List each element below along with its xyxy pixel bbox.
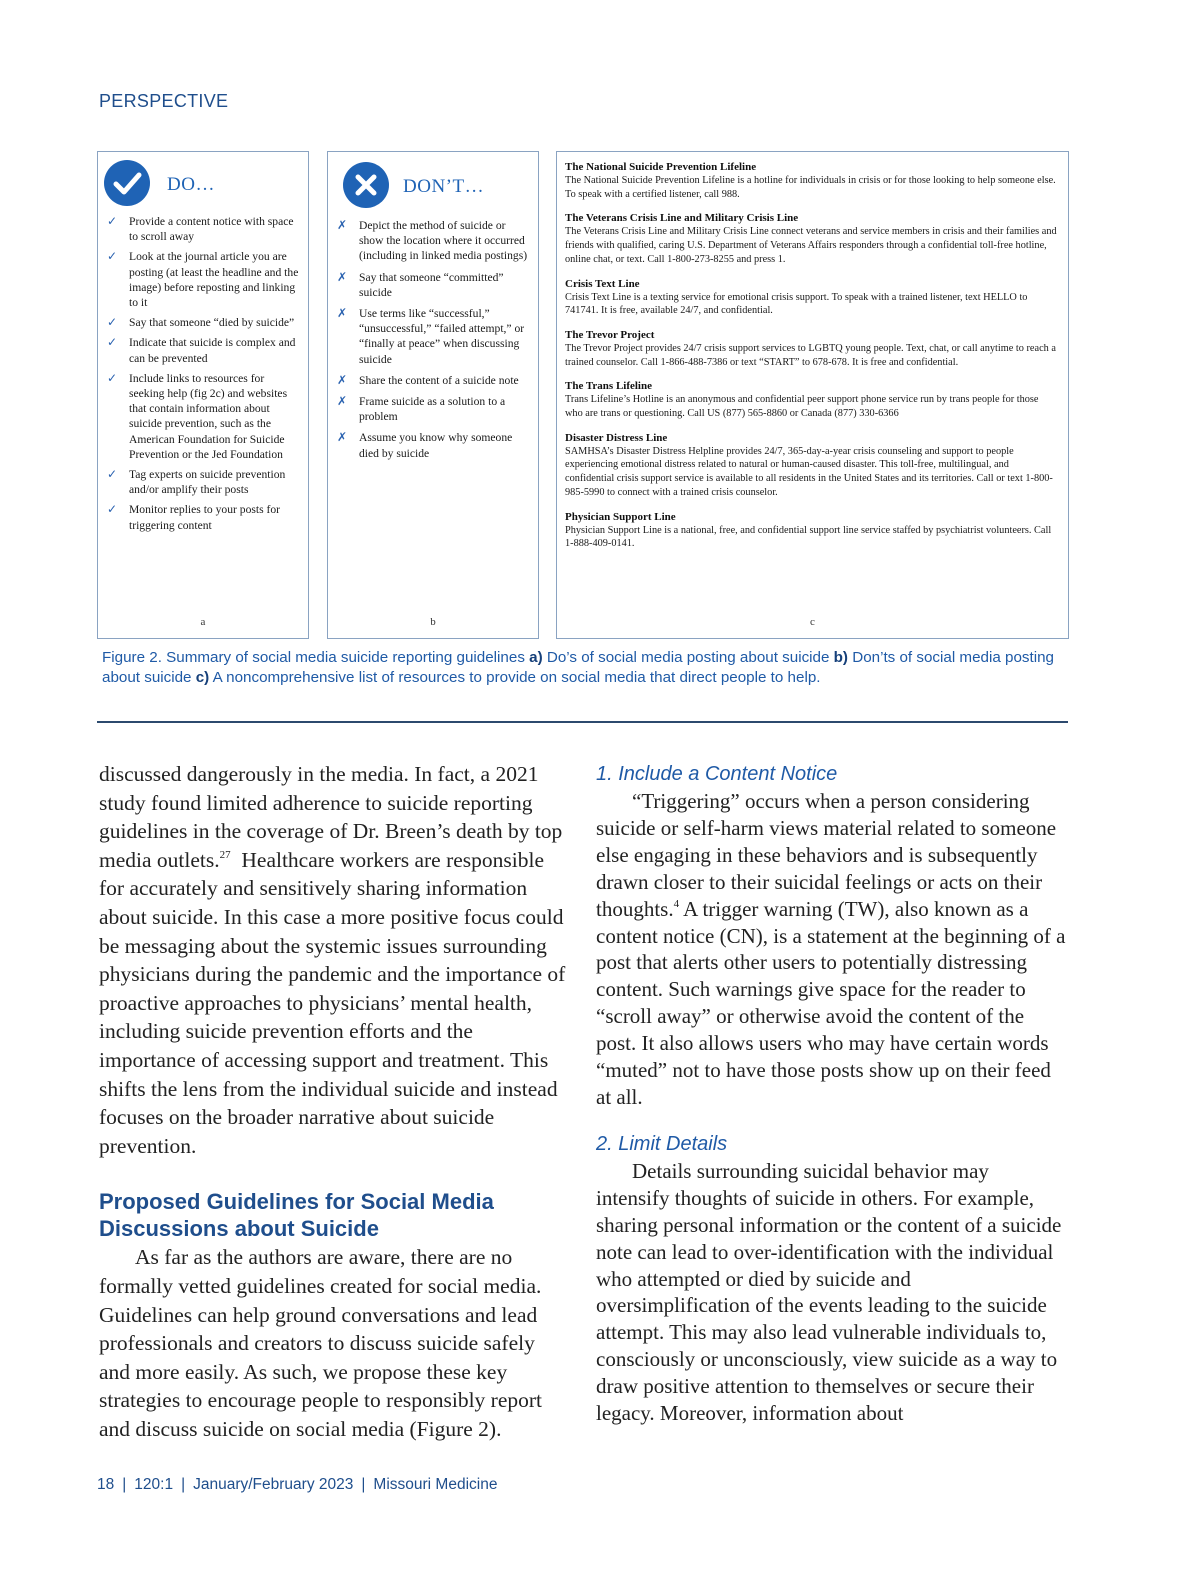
resource-description: Crisis Text Line is a texting service for emotional crisis support. To speak with a trained listener, text HELLO to 741741. It is free, available 24/7, and confidential. [565, 291, 1028, 317]
resource-name: Crisis Text Line [565, 277, 640, 290]
citation-ref: 27 [219, 848, 231, 861]
resource-description: SAMHSA’s Disaster Distress Helpline provides 24/7, 365-day-a-year crisis counseling and support to people experiencing emotional distress related to natural or human-caused disaster. This toll-free, multilingual, and confidential crisis support service is available to all residents in the United States and its territories. Call or text 1-800-985-5990 to connect with a trained crisis counselor. [565, 445, 1053, 498]
subsection-heading: 2. Limit Details [596, 1132, 728, 1155]
list-item [336, 373, 532, 388]
list-item [106, 249, 302, 310]
list-item-text: Depict the method of suicide or show the location where it occurred (including in linked media postings) [359, 219, 528, 263]
list-item-text: Monitor replies to your posts for triggering content [129, 503, 281, 532]
list-item-text: Say that someone “committed” suicide [359, 270, 504, 299]
panel-letter: c [810, 616, 815, 628]
x-icon: ✗ [337, 269, 348, 284]
left-column [99, 760, 569, 1443]
list-item-text: Tag experts on suicide prevention and/or amplify their posts [129, 468, 286, 497]
list-item [336, 218, 532, 264]
check-icon: ✓ [107, 335, 118, 350]
list-item-text: Share the content of a suicide note [359, 373, 519, 387]
list-item [106, 335, 302, 365]
paragraph: As far as the authors are aware, there are no formally vetted guidelines created for social media. Guidelines can help ground conversations and lead professionals and creators to discuss suicide safely and more easily. As such, we propose these key strategies to encourage people to responsibly report and discuss suicide on social media (Figure 2). [99, 1245, 542, 1441]
list-item [336, 306, 532, 367]
panel-title: DO… [167, 174, 215, 195]
check-icon: ✓ [107, 315, 118, 330]
caption-text-b: Don’ts of social media posting about suicide [102, 649, 1054, 686]
list-item [106, 371, 302, 462]
panel-title: DON’T… [403, 176, 485, 197]
caption-label-c: c) [195, 668, 210, 686]
check-icon: ✓ [107, 370, 118, 385]
list-item [336, 430, 532, 460]
list-item-text: Include links to resources for seeking help (fig 2c) and websites that contain information about suicide prevention, such as the American Foundation for Suicide Prevention or the Jed Foundation [129, 371, 288, 461]
resource-entry [565, 328, 1057, 369]
figure-panel-dont [327, 151, 539, 639]
panel-header [334, 160, 530, 208]
list-item-text: Frame suicide as a solution to a problem [359, 395, 506, 424]
list-item [336, 270, 532, 300]
paragraph [99, 760, 569, 1160]
x-icon: ✗ [337, 372, 348, 387]
caption-text-c: A noncomprehensive list of resources to provide on social media that direct people to help. [209, 668, 821, 686]
page-footer [97, 1476, 497, 1494]
check-icon: ✓ [107, 502, 118, 517]
caption-label-b: b) [833, 649, 848, 666]
x-icon: ✗ [337, 430, 348, 445]
x-icon: ✗ [337, 306, 348, 321]
x-icon: ✗ [337, 394, 348, 409]
resource-description: Physician Support Line is a national, free, and confidential support line service staffed by psychiatrist volunteers. Call 1-888-409-0141. [565, 524, 1052, 550]
citation-ref: 4 [673, 897, 680, 910]
divider [97, 721, 1068, 723]
section-label: PERSPECTIVE [99, 91, 229, 111]
resource-description: The Veterans Crisis Line and Military Crisis Line connect veterans and service members in crisis and their families and friends with qualified, caring U.S. Department of Veterans Affairs responders through a confidential toll-free hotline, online chat, or text. Call 1-800-273-8255 and press 1. [565, 226, 1057, 265]
check-circle-icon [104, 160, 150, 206]
list-item [106, 467, 302, 497]
footer-separator: | [361, 1476, 366, 1493]
text-run: Healthcare workers are responsible for accurately and sensitively sharing information about suicide. In this case a more positive focus could be messaging about the systemic issues surrounding physicians during the pandemic and the importance of proactive approaches to physicians’ mental health, including suicide prevention efforts and the importance of accessing support and treatment. This shifts the lens from the individual suicide and instead focuses on the broader narrative about suicide prevention. [99, 847, 571, 1158]
resource-name: The Veterans Crisis Line and Military Crisis Line [565, 212, 799, 225]
x-icon: ✗ [337, 218, 348, 232]
page-number: 18 [97, 1476, 115, 1493]
dont-list [336, 218, 532, 467]
text-run: discussed dangerously in the media. In fact, a 2021 study found limited adherence to suicide reporting guidelines in the coverage of Dr. Breen’s death by top media outlets. [99, 762, 563, 872]
subsection-heading: 1. Include a Content Notice [596, 763, 838, 785]
do-list [106, 214, 302, 538]
panel-letter: a [200, 616, 206, 628]
figure-panel-do [97, 151, 309, 639]
list-item-text: Assume you know why someone died by suicide [359, 431, 513, 460]
section-heading: Proposed Guidelines for Social Media Discussions about Suicide [99, 1189, 494, 1242]
resource-description: Trans Lifeline’s Hotline is an anonymous and confidential peer support phone service run by trans people for those who are trans or questioning. Call US (877) 565-8860 or Canada (877) 330-6366 [565, 394, 1039, 420]
footer-separator: | [181, 1476, 186, 1493]
caption-lead: Figure 2. Summary of social media suicide reporting guidelines [102, 649, 530, 666]
right-column [596, 761, 1066, 1427]
list-item-text: Look at the journal article you are posting (at least the headline and the image) before reposting and linking to it [129, 250, 299, 310]
list-item [106, 214, 302, 244]
list-item [336, 394, 532, 424]
resource-name: The Trevor Project [565, 328, 655, 341]
check-icon: ✓ [107, 467, 118, 482]
list-item [106, 502, 302, 532]
resource-name: The National Suicide Prevention Lifeline [565, 161, 757, 173]
resource-entry [565, 510, 1057, 551]
caption-text-a: Do’s of social media posting about suicide [542, 649, 834, 666]
list-item-text: Provide a content notice with space to scroll away [129, 215, 294, 244]
caption-label-a: a) [529, 649, 543, 666]
volume: 120:1 [134, 1476, 174, 1493]
resource-entry [565, 379, 1057, 420]
figure-panel-resources [556, 151, 1069, 639]
figure-caption [102, 648, 1062, 687]
list-item-text: Indicate that suicide is complex and can be prevented [129, 336, 296, 365]
list-item-text: Use terms like “successful,” “unsuccessful,” “failed attempt,” or “finally at peace” when discussing suicide [359, 307, 525, 366]
list-item [106, 315, 302, 330]
resource-entry [565, 160, 1057, 201]
resource-entry [565, 277, 1057, 318]
text-run: A trigger warning (TW), also known as a content notice (CN), is a statement at the beginning of a post that alerts other users to potentially distressing content. Such warnings give space for the reader to “scroll away” or otherwise avoid the content of the post. It also allows users who may have certain words “muted” not to have those posts show up on their feed at all. [596, 896, 1066, 1109]
list-item-text: Say that someone “died by suicide” [129, 316, 295, 330]
resource-name: Disaster Distress Line [565, 431, 668, 444]
resource-entry [565, 431, 1057, 500]
check-icon: ✓ [107, 249, 118, 264]
issue-date: January/February 2023 [193, 1476, 354, 1493]
panel-header [104, 160, 300, 208]
x-circle-icon [343, 162, 389, 208]
check-icon: ✓ [107, 214, 118, 228]
paragraph: Details surrounding suicidal behavior may intensify thoughts of suicide in others. For example, sharing personal information or the content of a suicide note can lead to over-identification with the individual who attempted or died by suicide and oversimplification of the events leading to the suicide attempt. This may also lead vulnerable individuals to, consciously or unconsciously, view suicide as a way to draw positive attention to themselves or secure their legacy. Moreover, information about [596, 1158, 1062, 1426]
resource-description: The Trevor Project provides 24/7 crisis support services to LGBTQ young people. Text, chat, or call anytime to reach a trained counselor. Call 1-866-488-7386 or text “START” to 678-678. It is free and confidential. [565, 342, 1056, 368]
resource-description: The National Suicide Prevention Lifeline is a hotline for individuals in crisis or for those looking to help someone else. To speak with a certified listener, call 988. [565, 175, 1056, 200]
resource-name: The Trans Lifeline [565, 380, 652, 393]
resource-name: Physician Support Line [565, 510, 676, 523]
footer-separator: | [122, 1476, 127, 1493]
text-run: “Triggering” occurs when a person considering suicide or self-harm views material related to someone else engaging in these behaviors and is subsequently drawn closer to their suicidal feelings or acts on their thoughts. [596, 789, 1057, 921]
resource-list [565, 160, 1057, 561]
panel-letter: b [430, 616, 436, 628]
resource-entry [565, 211, 1057, 266]
journal-name: Missouri Medicine [373, 1476, 498, 1493]
paragraph [596, 788, 1066, 1111]
